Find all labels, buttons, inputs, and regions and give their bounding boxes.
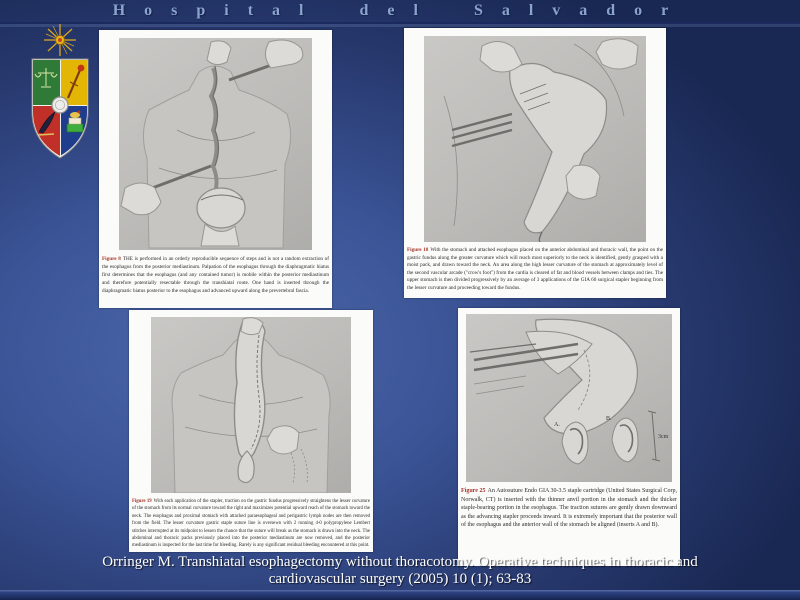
figure-panel-18	[404, 28, 666, 298]
hospital-title: Hospital del Salvador	[112, 2, 688, 19]
figure-panel-8	[99, 30, 332, 308]
figure-panel-19	[129, 310, 373, 552]
citation-line-2: cardiovascular surgery (2005) 10 (1); 63-83	[268, 570, 532, 587]
university-logo	[26, 24, 94, 160]
citation-line-1: Orringer M. Transhiatal esophagectomy without thoracotomy. Operative techniques in thoracic and	[102, 554, 698, 570]
slide-header	[0, 0, 800, 24]
torso-surgery-sketch-icon	[119, 38, 312, 250]
bottom-accent-bar	[0, 590, 800, 600]
figure-label: Figure 19	[132, 499, 152, 504]
reference-citation	[0, 554, 800, 587]
inset-b-label: B.	[606, 416, 612, 422]
inset-a-label: A.	[554, 422, 560, 428]
figure-caption-text: With the stomach and attached esophagus placed on the anterior abdominal and thoracic wall, the point on the gastric fundus along the greater curvature which will reach most superiorly to the neck is identified, gently grasped with a moist pack, and drawn toward the neck. An area along the high lesser curvature of the stomach at approximately level of the second vascular arcade ("crow's foot") from the cardia is cleared of fat and blood vessels between clamps and ties. The upper stomach is then divided progressively by an average of 3 applications of the GIA 60 surgical stapler beginning from the lesser curvature and proceeding toward the fundus.	[407, 247, 663, 291]
figure-label: Figure 25	[461, 488, 486, 494]
figure-8-illustration	[119, 38, 312, 250]
scale-bar-label: 3cm	[658, 434, 669, 440]
stomach-division-sketch-icon	[424, 36, 646, 242]
figure-panel-25	[458, 308, 680, 566]
figure-caption	[404, 245, 666, 293]
figure-label: Figure 8	[102, 256, 121, 262]
gastric-tube-sketch-icon	[151, 317, 351, 493]
figure-caption	[99, 253, 332, 295]
figure-label: Figure 18	[407, 247, 429, 253]
figure-caption-text: With each application of the stapler, traction on the gastric fundus progressively straightens the lesser curvature of the stomach from its normal curvature toward the right and maximizes potential upward reach of the stomach toward the neck. The esophagus and proximal stomach with attached paraesophageal and perigastric lymph nodes are then removed from the field. The lesser curvature gastric staple suture line is oversewn with 2 running 4-0 polypropylene Lembert stitches interrupted at its midpoint to lessen the chance that the suture will break as the stomach is drawn into the neck. The abdominal and thoracic packs previously placed into the posterior mediastinum are now removed, and the posterior mediastinum is inspected for the last time for bleeding. Rarely is any significant residual bleeding encountered at this point.	[132, 499, 370, 549]
figure-caption	[458, 485, 680, 530]
figure-25-illustration	[466, 314, 672, 482]
stapler-anastomosis-sketch-icon	[466, 314, 672, 482]
coat-of-arms-icon	[26, 24, 94, 160]
figure-19-illustration	[151, 317, 351, 493]
figure-caption-text: An Autosuture Endo GIA 30-3.5 staple cartridge (United States Surgical Corp, Norwalk, CT) is inserted with the thinner anvil portion in the stomach and the thicker staple-bearing portion in the esophagus. The traction sutures are gently drawn downward as the advancing stapler proceeds inward. It is extremely important that the posterior wall of the esophagus and the anterior wall of the stomach be aligned (inserts A and B).	[461, 488, 678, 529]
figure-caption-text: THE is performed in an orderly reproducible sequence of steps and is not a random extraction of the esophagus from the posterior mediastinum. Palpation of the esophagus through the diaphragmatic hiatus first determines that the esophagus (and any contained tumor) is mobile within the posterior mediastinum and therefore potentially resectable through the transhiatal route. One hand is inserted through the diaphragmatic hiatus posterior to the esophagus and advanced upward along the prevertebral fascia.	[102, 256, 329, 294]
figure-18-illustration	[424, 36, 646, 242]
figure-caption	[129, 496, 373, 550]
